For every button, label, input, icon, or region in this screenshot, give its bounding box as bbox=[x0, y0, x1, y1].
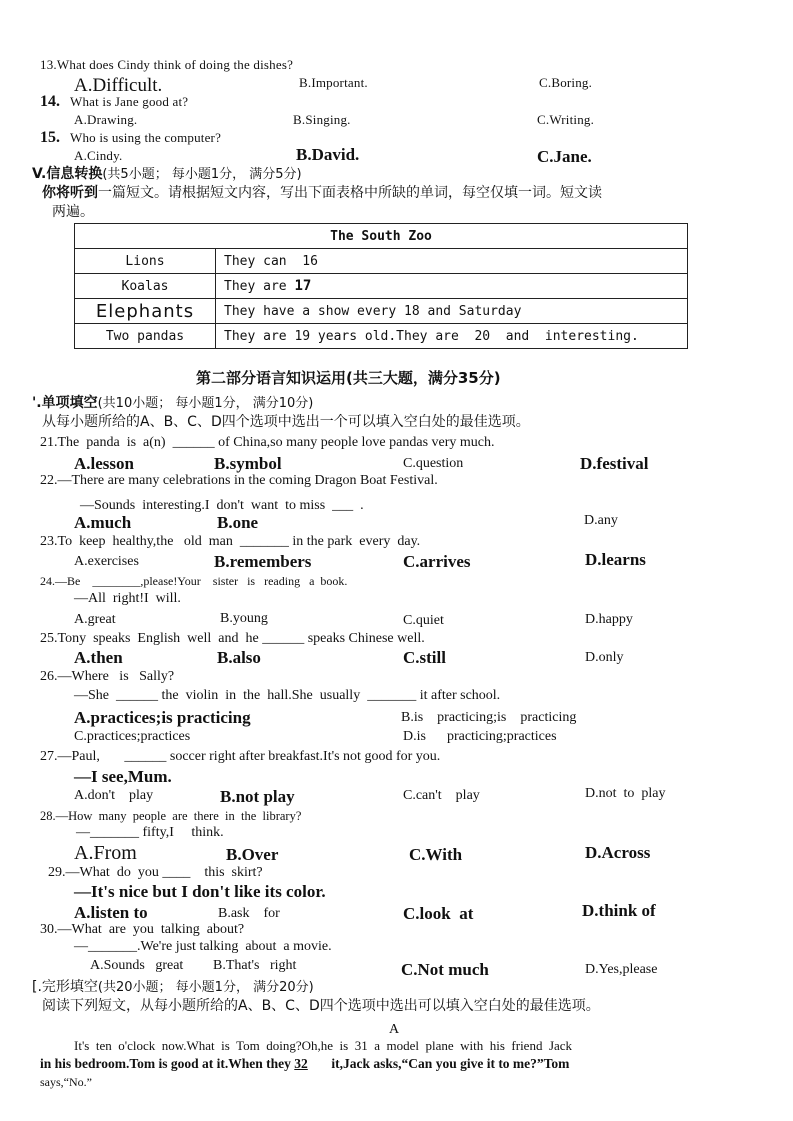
q14-option-c: C.Writing. bbox=[537, 112, 595, 127]
q27-option-d: D.not to play bbox=[585, 786, 666, 801]
q30-stem: 30.—What are you talking about? bbox=[40, 922, 245, 937]
q29-stem: 29.—What do you ____ this skirt? bbox=[48, 865, 263, 880]
single-choice-heading-title: '.单项填空 bbox=[32, 395, 98, 411]
q30-option-c: C.Not much bbox=[401, 960, 489, 979]
zoo-info-cell bbox=[216, 274, 688, 299]
q21-option-d: D.festival bbox=[580, 454, 649, 473]
q30-option-b: B.That's right bbox=[213, 958, 297, 973]
q15-option-b: B.David. bbox=[296, 145, 360, 164]
zoo-animal-cell: Two pandas bbox=[75, 324, 216, 349]
q15-option-c: C.Jane. bbox=[537, 147, 592, 166]
zoo-info-prefix: They are bbox=[224, 279, 295, 294]
q14-option-b: B.Singing. bbox=[293, 112, 351, 127]
q23-option-c: C.arrives bbox=[403, 552, 471, 571]
q29-option-b: B.ask for bbox=[218, 906, 280, 921]
q24-option-a: A.great bbox=[74, 612, 116, 627]
section5-instructions bbox=[42, 185, 602, 201]
q30-stem2: —_______.We're just talking about a movie. bbox=[74, 939, 332, 954]
q15-stem: Who is using the computer? bbox=[70, 130, 222, 145]
q27-stem2: —I see,Mum. bbox=[74, 767, 172, 786]
zoo-table-title: The South Zoo bbox=[75, 224, 688, 249]
q26-stem2: —She ______ the violin in the hall.She usually _______ it after school. bbox=[74, 688, 501, 703]
q24-stem: 24.—Be ________,please!Your sister is reading a book. bbox=[40, 574, 348, 588]
q28-option-d: D.Across bbox=[585, 843, 651, 862]
q23-stem: 23.To keep healthy,the old man _______ in the park every day. bbox=[40, 534, 421, 549]
section5-heading-score: (共5小题； 每小题1分， 满分5分) bbox=[102, 167, 302, 182]
q15-option-a: A.Cindy. bbox=[74, 148, 123, 163]
q23-option-a: A.exercises bbox=[74, 554, 139, 569]
q21-option-b: B.symbol bbox=[214, 454, 282, 473]
cloze-heading bbox=[32, 979, 314, 995]
q27-option-a: A.don't play bbox=[74, 788, 154, 803]
q21-stem: 21.The panda is a(n) ______ of China,so many people love pandas very much. bbox=[40, 435, 495, 450]
table-row bbox=[75, 324, 688, 349]
q22-stem: 22.—There are many celebrations in the coming Dragon Boat Festival. bbox=[40, 473, 438, 488]
passage-line-2-start: in his bedroom.Tom is good at it.When they bbox=[40, 1056, 295, 1071]
q23-option-b: B.remembers bbox=[214, 552, 312, 571]
q25-option-a: A.then bbox=[74, 648, 123, 667]
q28-option-a: A.From bbox=[74, 842, 137, 864]
q25-option-c: C.still bbox=[403, 648, 446, 667]
q22-stem2: —Sounds interesting.I don't want to miss ___ . bbox=[80, 498, 364, 513]
q28-stem: 28.—How many people are there in the library? bbox=[40, 809, 302, 823]
cloze-heading-score: (共20小题； 每小题1分， 满分20分) bbox=[97, 980, 314, 995]
q26-option-d: D.is practicing;practices bbox=[403, 729, 557, 744]
q13-stem: 13.What does Cindy think of doing the dishes? bbox=[40, 57, 294, 72]
q29-option-c: C.look at bbox=[403, 904, 474, 923]
q30-option-a: A.Sounds great bbox=[90, 958, 184, 973]
q28-option-b: B.Over bbox=[226, 845, 279, 864]
part2-title: 第二部分语言知识运用(共三大题，满分35分) bbox=[196, 369, 501, 387]
q21-option-c: C.question bbox=[403, 456, 464, 471]
q29-option-a: A.listen to bbox=[74, 903, 148, 922]
q30-option-d: D.Yes,please bbox=[585, 962, 658, 977]
passage-line-1: It's ten o'clock now.What is Tom doing?Oh,he is 31 a model plane with his friend Jack bbox=[74, 1038, 573, 1053]
zoo-animal-cell: Lions bbox=[75, 249, 216, 274]
zoo-table bbox=[74, 223, 688, 349]
q29-stem2: —It's nice but I don't like its color. bbox=[74, 882, 326, 901]
passage-line-2-end: it,Jack asks,“Can you give it to me?”Tom bbox=[307, 1056, 570, 1071]
table-row bbox=[75, 274, 688, 299]
q26-stem: 26.—Where is Sally? bbox=[40, 669, 175, 684]
section5-heading-title: V.信息转换 bbox=[32, 166, 103, 182]
zoo-info-cell: They are 19 years old.They are 20 and interesting. bbox=[216, 324, 688, 349]
q28-stem2: —_______ fifty,I think. bbox=[76, 825, 224, 840]
q24-option-b: B.young bbox=[220, 611, 268, 626]
single-choice-heading bbox=[32, 395, 313, 411]
section5-heading bbox=[32, 166, 302, 182]
q24-option-d: D.happy bbox=[585, 612, 633, 627]
q27-option-b: B.not play bbox=[220, 787, 295, 806]
q22-option-b: B.one bbox=[217, 513, 259, 532]
q21-option-a: A.lesson bbox=[74, 454, 134, 473]
q26-option-a: A.practices;is practicing bbox=[74, 708, 251, 727]
q27-option-c: C.can't play bbox=[403, 788, 480, 803]
passage-line-2 bbox=[40, 1057, 569, 1071]
q14-stem: What is Jane good at? bbox=[70, 94, 189, 109]
q25-option-b: B.also bbox=[217, 648, 261, 667]
zoo-animal-cell: Elephants bbox=[75, 299, 216, 324]
passage-label: A bbox=[389, 1022, 400, 1037]
zoo-animal-cell: Koalas bbox=[75, 274, 216, 299]
zoo-blank-17: 17 bbox=[294, 278, 312, 294]
q24-option-c: C.quiet bbox=[403, 613, 444, 628]
section5-instructions-bold: 你将听到 bbox=[42, 185, 98, 201]
q22-option-d: D.any bbox=[584, 513, 618, 528]
table-row bbox=[75, 249, 688, 274]
q28-option-c: C.With bbox=[409, 845, 463, 864]
cloze-instructions: 阅读下列短文，从每小题所给的A、B、C、D四个选项中选出可以填入空白处的最佳选项。 bbox=[42, 998, 600, 1014]
q22-option-a: A.much bbox=[74, 513, 132, 532]
q13-option-b: B.Important. bbox=[299, 75, 368, 90]
q26-option-b: B.is practicing;is practicing bbox=[401, 710, 577, 725]
zoo-info-cell: They have a show every 18 and Saturday bbox=[216, 299, 688, 324]
q14-option-a: A.Drawing. bbox=[74, 112, 138, 127]
passage-blank-32: 32 bbox=[294, 1056, 308, 1071]
cloze-heading-title: [.完形填空 bbox=[32, 979, 98, 995]
q14-number: 14. bbox=[40, 93, 60, 110]
section5-instructions-text: 一篇短文。请根据短文内容，写出下面表格中所缺的单词，每空仅填一词。短文读 bbox=[98, 185, 602, 201]
section5-instructions-line2: 两遍。 bbox=[52, 204, 94, 220]
zoo-info-cell: They can 16 bbox=[216, 249, 688, 274]
table-row bbox=[75, 299, 688, 324]
zoo-table-title-row bbox=[75, 224, 688, 249]
passage-line-3: says,“No.” bbox=[40, 1075, 92, 1089]
q29-option-d: D.think of bbox=[582, 901, 656, 920]
q15-number: 15. bbox=[40, 129, 60, 146]
q26-option-c: C.practices;practices bbox=[74, 729, 191, 744]
q25-option-d: D.only bbox=[585, 650, 624, 665]
q24-stem2: —All right!I will. bbox=[74, 591, 181, 606]
q13-option-c: C.Boring. bbox=[539, 75, 593, 90]
q27-stem: 27.—Paul, ______ soccer right after breakfast.It's not good for you. bbox=[40, 749, 441, 764]
q25-stem: 25.Tony speaks English well and he ______ speaks Chinese well. bbox=[40, 631, 425, 646]
single-choice-heading-score: (共10小题； 每小题1分， 满分10分) bbox=[97, 396, 314, 411]
single-choice-instructions: 从每小题所给的A、B、C、D四个选项中选出一个可以填入空白处的最佳选项。 bbox=[42, 414, 530, 430]
q13-option-a: A.Difficult. bbox=[74, 75, 163, 96]
q23-option-d: D.learns bbox=[585, 550, 646, 569]
